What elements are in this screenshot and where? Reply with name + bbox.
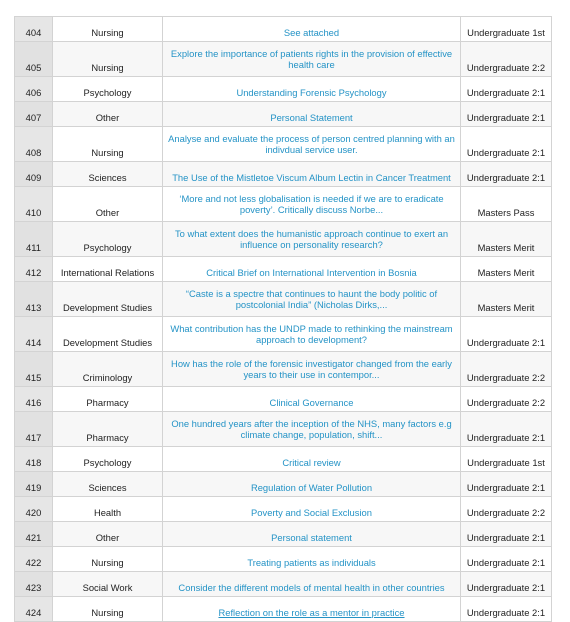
grade-cell: Masters Merit: [461, 222, 552, 257]
title-cell: [163, 387, 461, 412]
row-number: 405: [15, 42, 53, 77]
table-row[interactable]: [15, 572, 552, 597]
essay-title-link[interactable]: Explore the importance of patients rights in the provision of effective health care: [170, 48, 453, 70]
grade-cell: Undergraduate 2:1: [461, 547, 552, 572]
grade-cell: Undergraduate 1st: [461, 447, 552, 472]
table-row[interactable]: [15, 547, 552, 572]
grade-cell: Undergraduate 2:1: [461, 472, 552, 497]
row-number: 413: [15, 282, 53, 317]
grade-cell: Undergraduate 2:2: [461, 497, 552, 522]
row-number: 415: [15, 352, 53, 387]
title-cell: [163, 187, 461, 222]
subject-cell: Pharmacy: [53, 412, 163, 447]
title-cell: [163, 547, 461, 572]
title-cell: [163, 102, 461, 127]
row-number: 410: [15, 187, 53, 222]
grade-cell: Undergraduate 2:1: [461, 102, 552, 127]
title-cell: [163, 447, 461, 472]
table-row[interactable]: [15, 222, 552, 257]
subject-cell: Nursing: [53, 17, 163, 42]
row-number: 404: [15, 17, 53, 42]
row-number: 419: [15, 472, 53, 497]
grade-cell: Undergraduate 2:1: [461, 127, 552, 162]
grade-cell: Undergraduate 2:1: [461, 412, 552, 447]
row-number: 406: [15, 77, 53, 102]
title-cell: [163, 597, 461, 622]
row-number: 408: [15, 127, 53, 162]
row-number: 407: [15, 102, 53, 127]
essay-title-link[interactable]: Reflection on the role as a mentor in practice: [218, 607, 405, 618]
title-cell: [163, 222, 461, 257]
essay-title-link[interactable]: Understanding Forensic Psychology: [236, 87, 387, 98]
essay-title-link[interactable]: One hundred years after the inception of the NHS, many factors e.g climate change, population, shift...: [171, 418, 452, 440]
essay-title-link[interactable]: How has the role of the forensic investigator changed from the early years to their use in contempor...: [171, 358, 452, 380]
row-number: 423: [15, 572, 53, 597]
subject-cell: Nursing: [53, 42, 163, 77]
table-row[interactable]: [15, 102, 552, 127]
essay-title-link[interactable]: To what extent does the humanistic approach continue to exert an influence on personality research?: [174, 228, 449, 250]
subject-cell: Nursing: [53, 127, 163, 162]
grade-cell: Masters Pass: [461, 187, 552, 222]
subject-cell: Other: [53, 522, 163, 547]
essay-title-link[interactable]: “Caste is a spectre that continues to haunt the body politic of postcolonial India” (Nicholas Dirks,...: [185, 288, 438, 310]
subject-cell: Psychology: [53, 222, 163, 257]
table-row[interactable]: [15, 472, 552, 497]
subject-cell: Health: [53, 497, 163, 522]
row-number: 414: [15, 317, 53, 352]
grade-cell: Undergraduate 2:1: [461, 162, 552, 187]
essay-title-link[interactable]: Personal statement: [271, 532, 352, 543]
row-number: 422: [15, 547, 53, 572]
row-number: 409: [15, 162, 53, 187]
essay-title-link[interactable]: The Use of the Mistletoe Viscum Album Lectin in Cancer Treatment: [172, 172, 451, 183]
essay-title-link[interactable]: What contribution has the UNDP made to rethinking the mainstream approach to development?: [170, 323, 453, 345]
row-number: 416: [15, 387, 53, 412]
grade-cell: Undergraduate 2:1: [461, 77, 552, 102]
title-cell: [163, 257, 461, 282]
grade-cell: Undergraduate 2:1: [461, 522, 552, 547]
subject-cell: Psychology: [53, 447, 163, 472]
grade-cell: Undergraduate 2:2: [461, 42, 552, 77]
row-number: 424: [15, 597, 53, 622]
essay-title-link[interactable]: Personal Statement: [270, 112, 353, 123]
title-cell: [163, 282, 461, 317]
essay-title-link[interactable]: Analyse and evaluate the process of person centred planning with an indivdual service user.: [168, 133, 455, 155]
grade-cell: Masters Merit: [461, 257, 552, 282]
essay-table: [14, 16, 552, 622]
table-row[interactable]: [15, 447, 552, 472]
table-row[interactable]: [15, 17, 552, 42]
grade-cell: Undergraduate 2:1: [461, 317, 552, 352]
table-row[interactable]: [15, 497, 552, 522]
table-row[interactable]: [15, 317, 552, 352]
subject-cell: Social Work: [53, 572, 163, 597]
essay-table-container: [14, 16, 551, 622]
table-row[interactable]: [15, 412, 552, 447]
title-cell: [163, 497, 461, 522]
table-row[interactable]: [15, 42, 552, 77]
title-cell: [163, 17, 461, 42]
subject-cell: International Relations: [53, 257, 163, 282]
table-row[interactable]: [15, 162, 552, 187]
title-cell: [163, 42, 461, 77]
table-row[interactable]: [15, 597, 552, 622]
title-cell: [163, 572, 461, 597]
table-row[interactable]: [15, 387, 552, 412]
row-number: 412: [15, 257, 53, 282]
essay-title-link[interactable]: ‘More and not less globalisation is needed if we are to eradicate poverty’. Critically discuss Norbe...: [179, 193, 444, 215]
essay-title-link[interactable]: Critical Brief on International Intervention in Bosnia: [206, 267, 417, 278]
subject-cell: Development Studies: [53, 282, 163, 317]
subject-cell: Pharmacy: [53, 387, 163, 412]
title-cell: [163, 162, 461, 187]
grade-cell: Undergraduate 2:1: [461, 572, 552, 597]
subject-cell: Sciences: [53, 472, 163, 497]
table-row[interactable]: [15, 187, 552, 222]
essay-title-link[interactable]: Critical review: [282, 457, 341, 468]
title-cell: [163, 522, 461, 547]
essay-title-link[interactable]: See attached: [283, 27, 340, 38]
title-cell: [163, 127, 461, 162]
grade-cell: Undergraduate 1st: [461, 17, 552, 42]
essay-table-body: [15, 17, 552, 622]
essay-title-link[interactable]: Consider the different models of mental health in other countries: [178, 582, 445, 593]
subject-cell: Other: [53, 102, 163, 127]
table-row[interactable]: [15, 257, 552, 282]
table-row[interactable]: [15, 352, 552, 387]
title-cell: [163, 472, 461, 497]
grade-cell: Undergraduate 2:2: [461, 387, 552, 412]
title-cell: [163, 412, 461, 447]
table-row[interactable]: [15, 522, 552, 547]
table-row[interactable]: [15, 77, 552, 102]
essay-title-link[interactable]: Treating patients as individuals: [247, 557, 376, 568]
essay-title-link[interactable]: Clinical Governance: [269, 397, 354, 408]
grade-cell: Undergraduate 2:1: [461, 597, 552, 622]
row-number: 417: [15, 412, 53, 447]
row-number: 421: [15, 522, 53, 547]
subject-cell: Criminology: [53, 352, 163, 387]
row-number: 418: [15, 447, 53, 472]
essay-title-link[interactable]: Poverty and Social Exclusion: [251, 507, 372, 518]
table-row[interactable]: [15, 282, 552, 317]
title-cell: [163, 77, 461, 102]
grade-cell: Undergraduate 2:2: [461, 352, 552, 387]
essay-title-link[interactable]: Regulation of Water Pollution: [250, 482, 373, 493]
subject-cell: Development Studies: [53, 317, 163, 352]
subject-cell: Sciences: [53, 162, 163, 187]
table-row[interactable]: [15, 127, 552, 162]
subject-cell: Other: [53, 187, 163, 222]
grade-cell: Masters Merit: [461, 282, 552, 317]
row-number: 411: [15, 222, 53, 257]
subject-cell: Nursing: [53, 547, 163, 572]
title-cell: [163, 352, 461, 387]
row-number: 420: [15, 497, 53, 522]
subject-cell: Nursing: [53, 597, 163, 622]
title-cell: [163, 317, 461, 352]
subject-cell: Psychology: [53, 77, 163, 102]
